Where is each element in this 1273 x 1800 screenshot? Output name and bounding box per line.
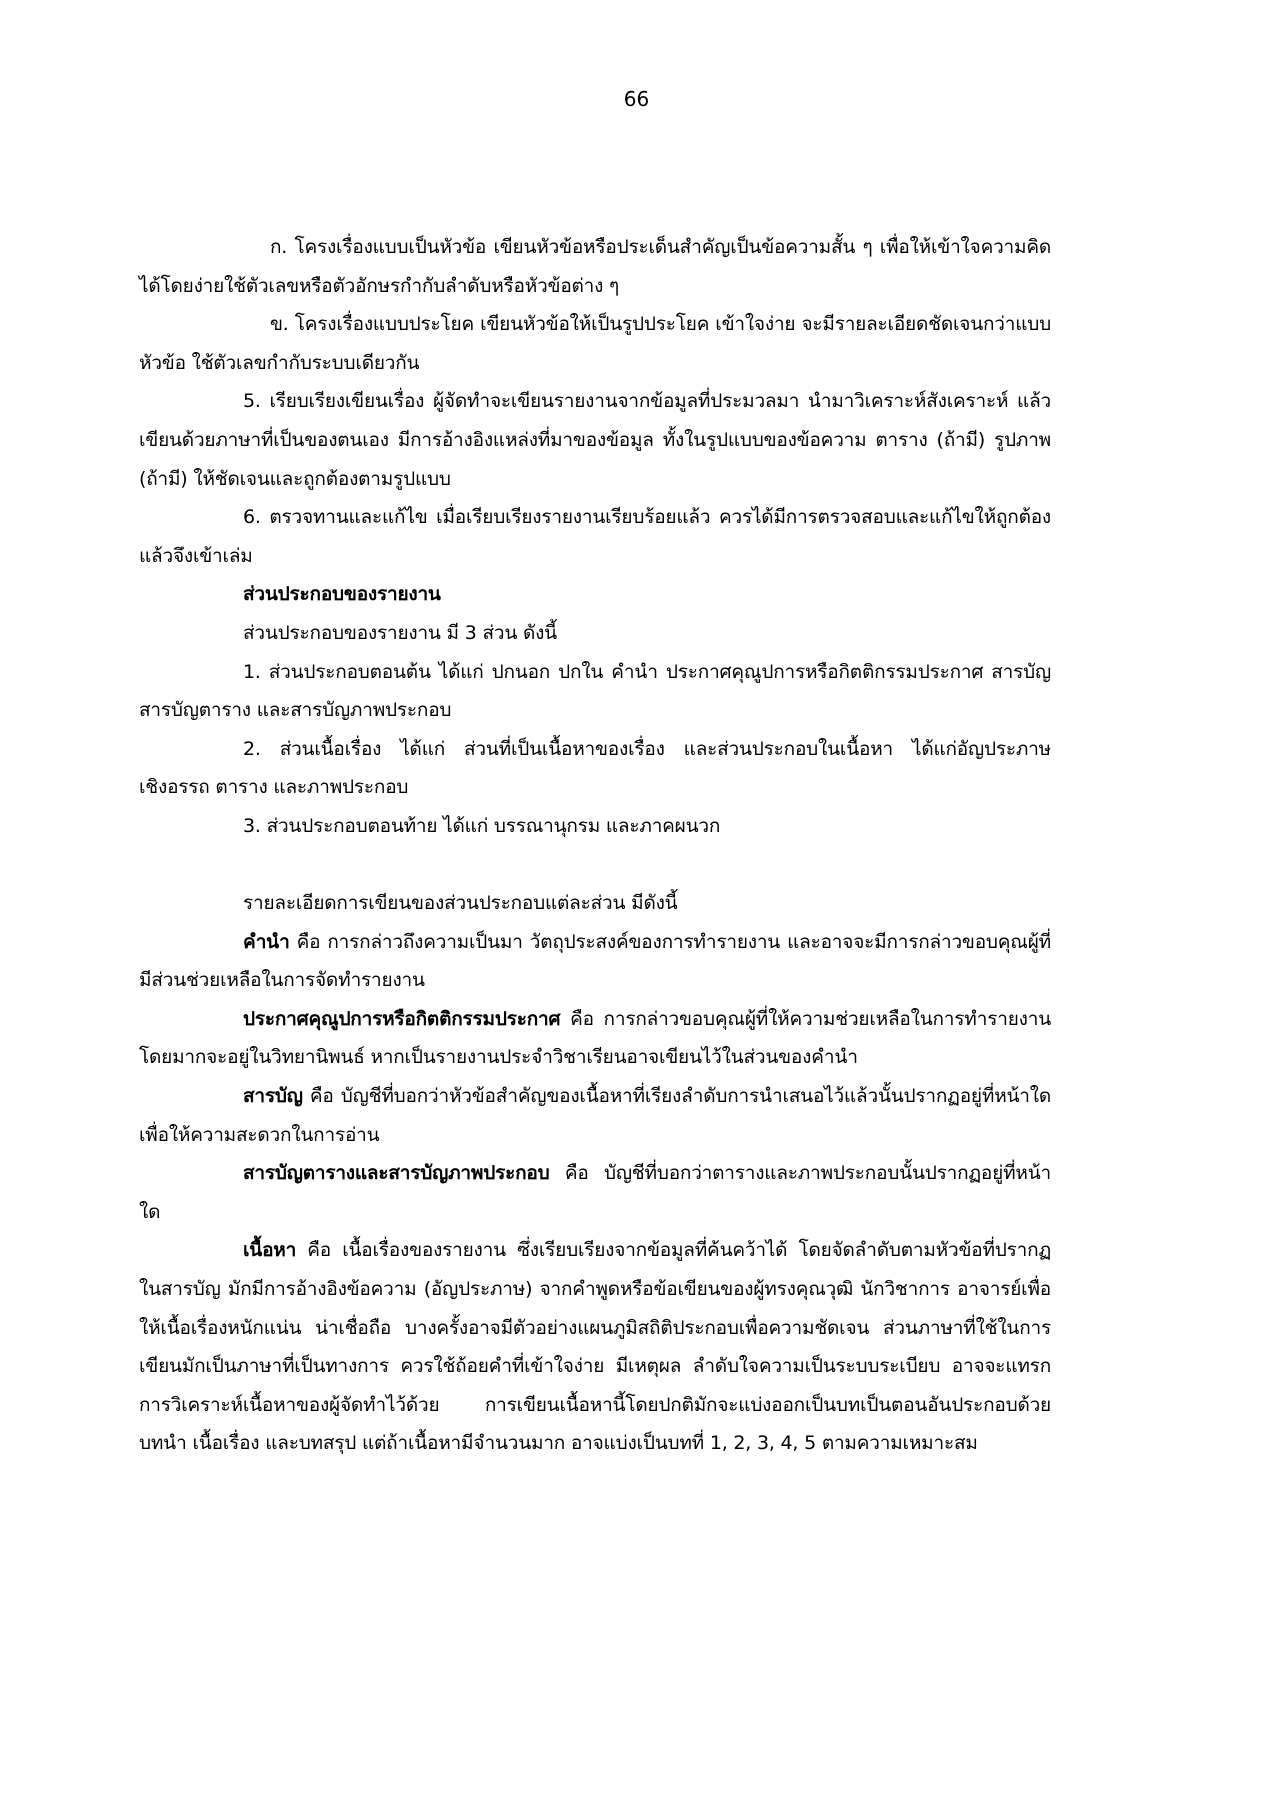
page-number: 66 bbox=[623, 87, 650, 111]
paragraph-step-6: 6. ตรวจทานและแก้ไข เมื่อเรียบเรียงรายงานเรียบร้อยแล้ว ควรได้มีการตรวจสอบและแก้ไขให้ถูกต้องแล้วจึงเข้าเล่ม bbox=[139, 506, 1051, 567]
definition-term: ประกาศคุณูปการหรือกิตติกรรมประกาศ bbox=[243, 1007, 561, 1030]
body-text bbox=[139, 228, 1051, 1463]
definition-term: คำนำ bbox=[243, 930, 290, 953]
definition-preface bbox=[139, 923, 1051, 1000]
definition-table-of-contents bbox=[139, 1077, 1051, 1154]
definition-text: คือ การกล่าวขอบคุณผู้ที่ให้ความช่วยเหลือในการทำรายงาน โดยมากจะอยู่ในวิทยานิพนธ์ หากเป็นรายงานประจำวิชาเรียนอาจเขียนไว้ในส่วนของคำนำ bbox=[139, 1007, 1051, 1069]
part-item-2: 2. ส่วนเนื้อเรื่อง ได้แก่ ส่วนที่เป็นเนื้อหาของเรื่อง และส่วนประกอบในเนื้อหา ได้แก่อัญประภาษ เชิงอรรถ ตาราง และภาพประกอบ bbox=[139, 737, 1051, 799]
paragraph-outline-sentence: ข. โครงเรื่องแบบประโยค เขียนหัวข้อให้เป็นรูปประโยค เข้าใจง่าย จะมีรายละเอียดชัดเจนกว่าแบบหัวข้อ ใช้ตัวเลขกำกับระบบเดียวกัน bbox=[139, 313, 1051, 374]
definition-content bbox=[139, 1231, 1051, 1463]
paragraph-step-5: 5. เรียบเรียงเขียนเรื่อง ผู้จัดทำจะเขียนรายงานจากข้อมูลที่ประมวลมา นำมาวิเคราะห์สังเคราะห์ แล้วเขียนด้วยภาษาที่เป็นของตนเอง มีการอ้างอิงแหล่งที่มาของข้อมูล ทั้งในรูปแบบของข้อความ ตาราง (ถ้ามี) รูปภาพ (ถ้ามี) ให้ชัดเจนและถูกต้องตามรูปแบบ bbox=[139, 390, 1051, 490]
section-intro: ส่วนประกอบของรายงาน มี 3 ส่วน ดังนี้ bbox=[243, 621, 557, 644]
definition-text: คือ เนื้อเรื่องของรายงาน ซึ่งเรียบเรียงจากข้อมูลที่ค้นคว้าได้ โดยจัดลำดับตามหัวข้อที่ปรากฏในสารบัญ มักมีการอ้างอิงข้อความ (อัญประภาษ) จากคำพูดหรือข้อเขียนของผู้ทรงคุณวุฒิ นักวิชาการ อาจารย์เพื่อให้เนื้อเรื่องหนักแน่น น่าเชื่อถือ บางครั้งอาจมีตัวอย่างแผนภูมิสถิติประกอบเพื่อความชัดเจน ส่วนภาษาที่ใช้ในการเขียนมักเป็นภาษาที่เป็นทางการ ควรใช้ถ้อยคำที่เข้าใจง่าย มีเหตุผล ลำดับใจความเป็นระบบระเบียบ อาจจะแทรกการวิเคราะห์เนื้อหาของผู้จัดทำไว้ด้วย การเขียนเนื้อหานี้โดยปกติมักจะแบ่งออกเป็นบทเป็นตอนอันประกอบด้วย บทนำ เนื้อเรื่อง และบทสรุป แต่ถ้าเนื้อหามีจำนวนมาก อาจแบ่งเป็นบทที่ 1, 2, 3, 4, 5 ตามความเหมาะสม bbox=[139, 1239, 1051, 1455]
spacer bbox=[139, 846, 1051, 885]
definition-acknowledgement bbox=[139, 1000, 1051, 1077]
paragraph-outline-topic: ก. โครงเรื่องแบบเป็นหัวข้อ เขียนหัวข้อหรือประเด็นสำคัญเป็นข้อความสั้น ๆ เพื่อให้เข้าใจความคิดได้โดยง่ายใช้ตัวเลขหรือตัวอักษรกำกับลำดับหรือหัวข้อต่าง ๆ bbox=[139, 236, 1051, 297]
definition-term: สารบัญตารางและสารบัญภาพประกอบ bbox=[243, 1162, 550, 1185]
definition-text: คือ บัญชีที่บอกว่าตารางและภาพประกอบนั้นปรากฏอยู่ที่หน้าใด bbox=[139, 1162, 1051, 1223]
definition-term: เนื้อหา bbox=[243, 1239, 297, 1262]
definition-text: คือ การกล่าวถึงความเป็นมา วัตถุประสงค์ของการทำรายงาน และอาจจะมีการกล่าวขอบคุณผู้ที่มีส่วนช่วยเหลือในการจัดทำรายงาน bbox=[139, 930, 1051, 992]
section-heading: ส่วนประกอบของรายงาน bbox=[243, 583, 441, 606]
definition-text: คือ บัญชีที่บอกว่าหัวข้อสำคัญของเนื้อหาที่เรียงลำดับการนำเสนอไว้แล้วนั้นปรากฏอยู่ที่หน้าใด เพื่อให้ความสะดวกในการอ่าน bbox=[139, 1085, 1051, 1146]
details-intro: รายละเอียดการเขียนของส่วนประกอบแต่ละส่วน มีดังนี้ bbox=[243, 892, 678, 915]
definition-term: สารบัญ bbox=[243, 1085, 303, 1108]
part-item-3: 3. ส่วนประกอบตอนท้าย ได้แก่ บรรณานุกรม และภาคผนวก bbox=[243, 814, 721, 837]
definition-list-of-tables-figures bbox=[139, 1154, 1051, 1231]
part-item-1: 1. ส่วนประกอบตอนต้น ได้แก่ ปกนอก ปกใน คำนำ ประกาศคุณูปการหรือกิตติกรรมประกาศ สารบัญ สารบัญตาราง และสารบัญภาพประกอบ bbox=[139, 660, 1051, 722]
